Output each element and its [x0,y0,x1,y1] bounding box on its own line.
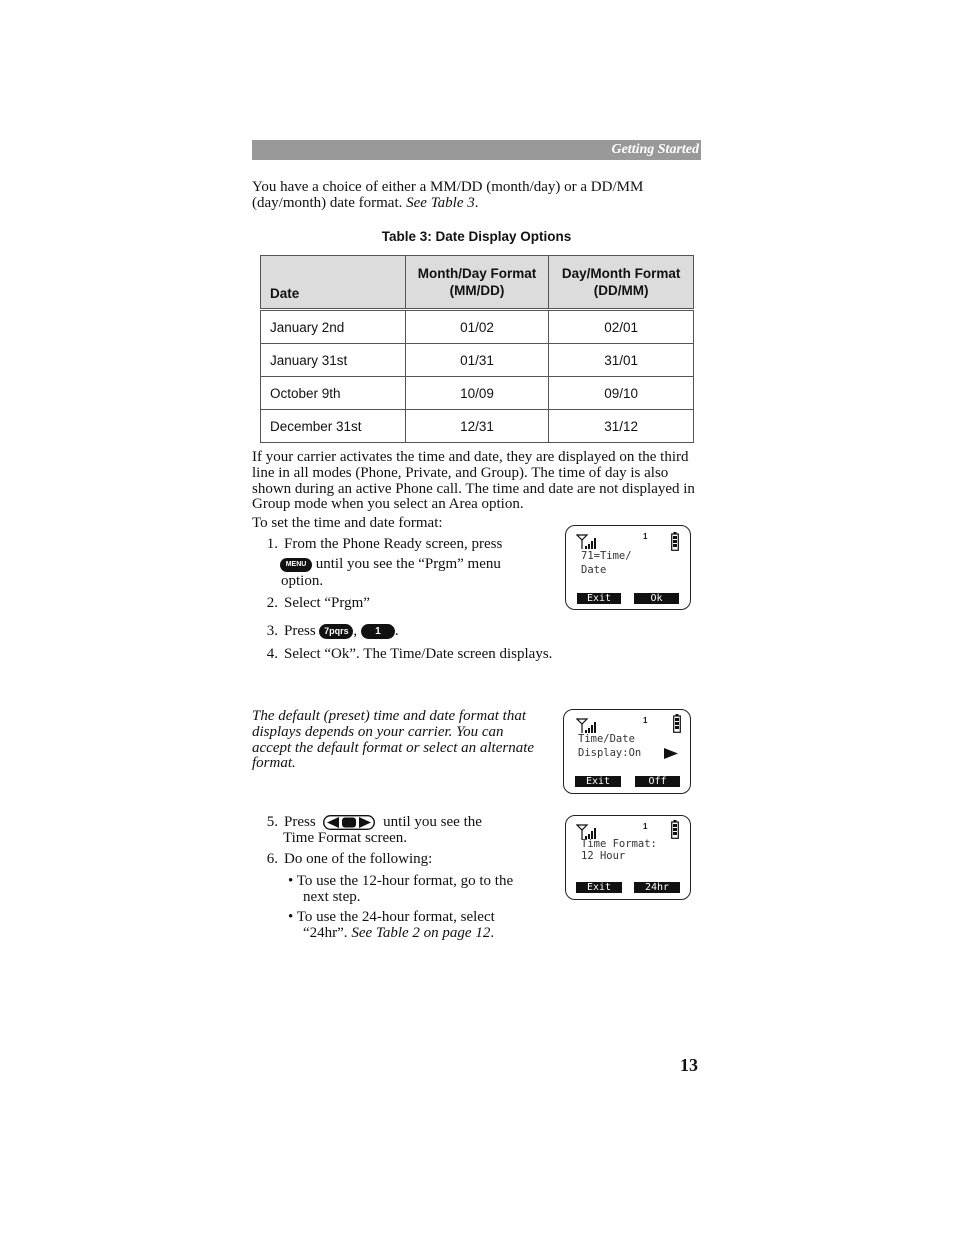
mode-indicator: 1 [643,716,648,725]
softkey-right[interactable]: 24hr [634,882,680,893]
phone-screen-prgm [565,525,691,610]
table-row: December 31st 12/31 31/12 [261,410,694,443]
table-row: January 2nd 01/02 02/01 [261,311,694,344]
bullet-2: • To use the 24-hour format, select [288,909,495,925]
header-day-month: Day/Month Format (DD/MM) [549,256,694,309]
carrier-paragraph: If your carrier activates the time and date, they are displayed on the third line in all modes (Phone, Private, and Group). The time of day is also shown during an active Phone call. The time and date are not displayed in Group mode when you select an Area option. [252,449,695,513]
screen-line-1: Time Format: [581,838,657,850]
softkey-right[interactable]: Ok [634,593,679,604]
bullet-2-cont: “24hr”. See Table 2 on page 12. [303,925,495,941]
step-5: 5. Press until you see the [266,814,482,830]
header-date: Date [261,256,406,309]
step-6: 6. Do one of the following: [266,851,433,867]
header-bar [252,140,701,160]
intro-ref: See Table 3 [406,194,475,211]
mode-indicator: 1 [643,822,648,831]
phone-screen-time-date [563,709,691,794]
header-title: Getting Started [611,142,699,157]
bullet-1: • To use the 12-hour format, go to the [288,873,514,889]
softkey-right[interactable]: Off [635,776,680,787]
menu-key-icon: MENU [280,558,312,572]
table-header-row [261,256,694,309]
battery-icon [671,820,679,839]
screen-line-2: Date [581,564,607,576]
step-3: 3. Press 7pqrs , 1 . [266,623,399,639]
step-4: 4. Select “Ok”. The Time/Date screen displays. [266,646,553,662]
table-caption: Table 3: Date Display Options [381,229,572,244]
set-intro: To set the time and date format: [252,515,443,531]
step-1-cont: MENU until you see the “Prgm” menu [280,556,540,573]
screen-line-1: Time/Date [578,733,635,745]
page-number: 13 [680,1055,698,1075]
softkey-left[interactable]: Exit [577,593,621,604]
mode-indicator: 1 [643,532,648,541]
softkey-left[interactable]: Exit [576,882,622,893]
signal-strength-icon [576,718,600,734]
step-1: 1. From the Phone Ready screen, press [266,536,503,552]
softkey-left[interactable]: Exit [575,776,621,787]
screen-line-2: 12 Hour [581,850,626,862]
navigation-key-icon [323,815,375,830]
table-row: October 9th 10/09 09/10 [261,377,694,410]
screen-line-2: Display:On [578,747,642,759]
step-2: 2. Select “Prgm” [266,595,370,611]
step-5-cont: Time Format screen. [283,830,408,846]
note-paragraph: The default (preset) time and date format that displays depends on your carrier. You can accept the default format or select an alternate format. [252,708,535,772]
battery-icon [673,714,681,733]
bullet-1-cont: next step. [303,889,361,905]
battery-icon [671,532,679,551]
step-1-cont2: option. [281,573,324,589]
key-1-icon: 1 [361,624,395,639]
signal-strength-icon [576,534,600,550]
header-month-day: Month/Day Format (MM/DD) [405,256,549,309]
screen-line-1: 71=Time/ [581,550,632,562]
intro-paragraph: You have a choice of either a MM/DD (month/day) or a DD/MM (day/month) date format. See Table 3. [252,179,644,211]
intro-text: You have a choice of either a MM/DD (month/day) or a DD/MM (day/month) date format. [252,179,644,211]
key-7pqrs-icon: 7pqrs [319,624,353,639]
phone-screen-time-format [565,815,691,900]
right-arrow-icon [663,747,679,760]
table-row: January 31st 01/31 31/01 [261,344,694,377]
date-options-table [260,255,694,443]
